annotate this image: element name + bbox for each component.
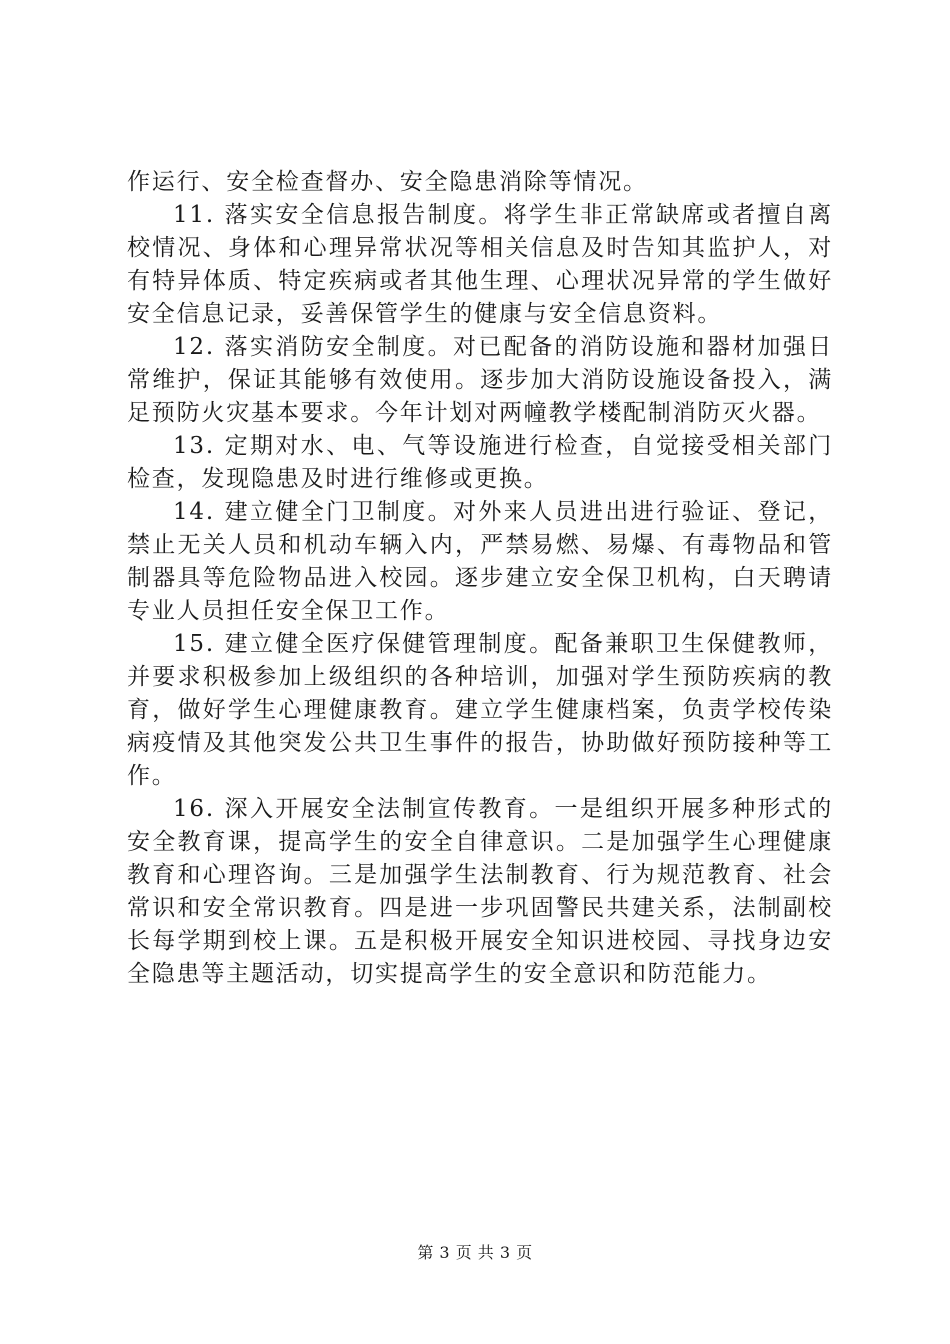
paragraph-item-14: 14. 建立健全门卫制度。对外来人员进出进行验证、登记，禁止无关人员和机动车辆入内，严禁易燃、易爆、有毒物品和管制器具等危险物品进入校园。逐步建立安全保卫机构，白天聘请专业人员担任安全保卫工作。 [127, 499, 833, 624]
paragraph-item-11: 11. 落实安全信息报告制度。将学生非正常缺席或者擅自离校情况、身体和心理异常状况等相关信息及时告知其监护人，对有特异体质、特定疾病或者其他生理、心理状况异常的学生做好安全信息记录，妥善保管学生的健康与安全信息资料。 [127, 202, 833, 327]
page-footer: 第 3 页 共 3 页 [417, 1243, 533, 1262]
paragraph-continuation: 作运行、安全检查督办、安全隐患消除等情况。 [127, 169, 648, 195]
paragraph-item-15: 15. 建立健全医疗保健管理制度。配备兼职卫生保健教师，并要求积极参加上级组织的各种培训，加强对学生预防疾病的教育，做好学生心理健康教育。建立学生健康档案，负责学校传染病疫情及其他突发公共卫生事件的报告，协助做好预防接种等工作。 [127, 631, 833, 789]
paragraph-item-16: 16. 深入开展安全法制宣传教育。一是组织开展多种形式的安全教育课，提高学生的安全自律意识。二是加强学生心理健康教育和心理咨询。三是加强学生法制教育、行为规范教育、社会常识和安全常识教育。四是进一步巩固警民共建关系，法制副校长每学期到校上课。五是积极开展安全知识进校园、寻找身边安全隐患等主题活动，切实提高学生的安全意识和防范能力。 [127, 796, 833, 987]
paragraph-item-13: 13. 定期对水、电、气等设施进行检查，自觉接受相关部门检查，发现隐患及时进行维修或更换。 [127, 433, 833, 492]
document-body [127, 166, 833, 991]
paragraph-item-12: 12. 落实消防安全制度。对已配备的消防设施和器材加强日常维护，保证其能够有效使用。逐步加大消防设施设备投入，满足预防火灾基本要求。今年计划对两幢教学楼配制消防灭火器。 [127, 334, 833, 426]
